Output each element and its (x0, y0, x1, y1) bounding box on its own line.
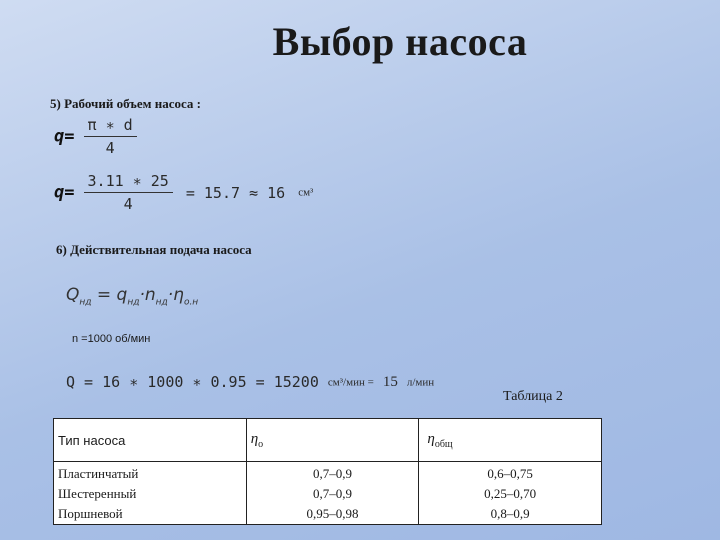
formula-calc-denominator: 4 (84, 192, 173, 213)
formula-flow-rate (66, 285, 198, 307)
flow-calculation-expression: Q = 16 ∗ 1000 ∗ 0.95 = 15200 (66, 373, 319, 391)
header-eta-o (246, 419, 419, 462)
section-6-heading: 6) Действительная подача насоса (56, 242, 252, 257)
flow-calculation-unit: см³/мин = (327, 376, 374, 389)
eta-total-vane: 0,6–0,75 (487, 466, 533, 481)
flow-calculation-result-unit: л/мин (406, 376, 435, 389)
formula-flow-q-sub: нд (79, 297, 92, 308)
header-eta-total-symbol: η (427, 430, 435, 447)
header-pump-type: Тип насоса (54, 419, 247, 462)
formula-calc-numerator: 3.11 ∗ 25 (87, 172, 169, 190)
formula-flow-term3-sub: о.н (183, 297, 199, 308)
formula-flow-term3: ·η (167, 285, 184, 305)
flow-calculation-result: 15 (382, 374, 398, 390)
pump-type-vane: Пластинчатый (58, 466, 139, 481)
eta-total-cell (419, 462, 602, 525)
formula-flow-term1-sub: нд (127, 297, 140, 308)
eta-o-gear: 0,7–0,9 (313, 486, 353, 501)
formula-calc-lhs: q= (54, 182, 75, 203)
eta-total-piston: 0,8–0,9 (490, 506, 530, 521)
flow-calculation (66, 373, 434, 391)
pump-type-piston: Поршневой (58, 506, 123, 521)
header-eta-total (419, 419, 602, 462)
rotation-speed: n =1000 об/мин (72, 333, 151, 345)
formula-volume-numerator: π ∗ d (87, 116, 133, 134)
pump-type-cell (54, 462, 247, 525)
formula-volume-denominator: 4 (84, 136, 137, 157)
formula-flow-term2: ·n (139, 285, 156, 305)
header-eta-total-sub: общ (434, 438, 453, 450)
header-eta-o-sub: о (258, 438, 264, 450)
formula-volume-fraction (84, 116, 137, 157)
eta-total-gear: 0,25–0,70 (484, 486, 537, 501)
formula-calc-unit: см³ (298, 186, 314, 199)
formula-flow-term2-sub: нд (155, 297, 168, 308)
eta-o-cell (246, 462, 419, 525)
formula-calc-fraction (84, 172, 173, 213)
eta-o-piston: 0,95–0,98 (306, 506, 359, 521)
pump-efficiency-table (53, 418, 602, 525)
header-eta-o-symbol: η (250, 430, 259, 447)
table-body-row (54, 462, 602, 525)
table-caption: Таблица 2 (503, 389, 563, 404)
eta-o-vane: 0,7–0,9 (313, 466, 353, 481)
section-5-heading: 5) Рабочий объем насоса : (50, 96, 201, 111)
slide-title: Выбор насоса (272, 19, 528, 64)
formula-volume (54, 116, 137, 157)
formula-volume-calc (54, 172, 313, 213)
table-header-row (54, 419, 602, 462)
formula-volume-lhs: q= (54, 126, 75, 147)
formula-flow-q: Q (66, 285, 80, 305)
formula-flow-term1: = q (91, 285, 128, 305)
formula-calc-result: = 15.7 ≈ 16 (185, 183, 286, 202)
pump-type-gear: Шестеренный (58, 486, 137, 501)
